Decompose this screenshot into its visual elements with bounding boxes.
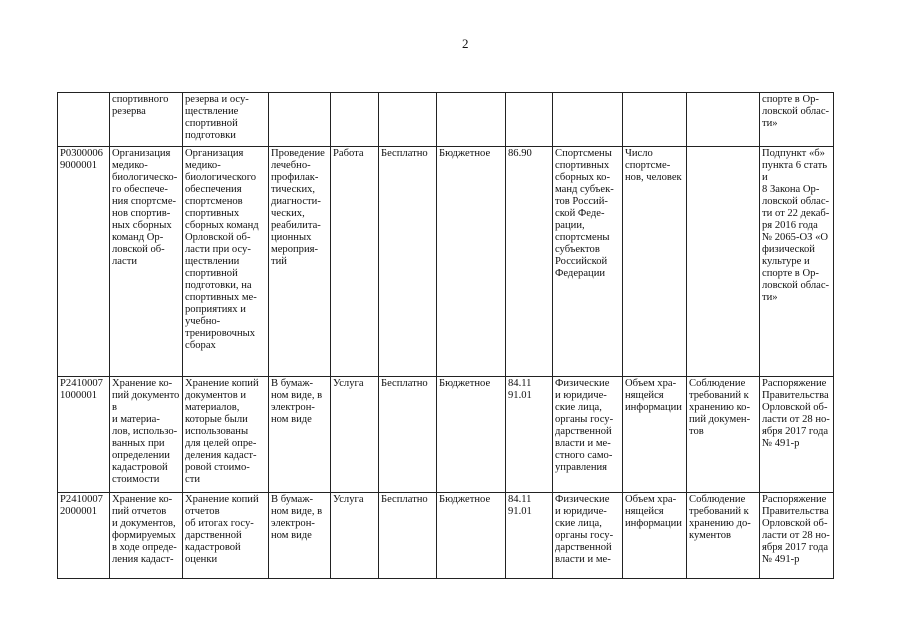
legal-basis-cell (760, 147, 834, 377)
form-cell (269, 93, 331, 147)
quality-indicator-cell (687, 93, 760, 147)
cell-text: Объем хра- нящейся информации (625, 494, 682, 529)
quality-indicator-cell (687, 377, 760, 493)
cell-text: Услуга (333, 378, 364, 389)
consumers-cell (553, 377, 623, 493)
cell-text: Услуга (333, 494, 364, 505)
cell-text: Работа (333, 148, 364, 159)
service-name-cell (110, 493, 183, 579)
legal-basis-cell (760, 93, 834, 147)
quality-indicator-cell (687, 493, 760, 579)
consumers-cell (553, 93, 623, 147)
code-cell (58, 493, 110, 579)
volume-indicator-cell (623, 377, 687, 493)
content-cell (183, 93, 269, 147)
okved-cell (506, 147, 553, 377)
cell-text: Бесплатно (381, 494, 428, 505)
budget-cell (437, 147, 506, 377)
cell-text: В бумаж- ном виде, в электрон- ном виде (271, 494, 323, 541)
service-name-cell (110, 377, 183, 493)
cell-text: Бюджетное (439, 148, 491, 159)
payment-cell (379, 377, 437, 493)
cell-text: 86.90 (508, 148, 532, 159)
cell-text: Бесплатно (381, 378, 428, 389)
cell-text: Распоряжение Правительства Орловской об- ласти от 28 но- ября 2017 года № 491-р (762, 378, 830, 449)
payment-cell (379, 493, 437, 579)
cell-text: Распоряжение Правительства Орловской об- ласти от 28 но- ября 2017 года № 491-р (762, 494, 830, 565)
cell-text: Бюджетное (439, 378, 491, 389)
budget-cell (437, 377, 506, 493)
cell-text: Хранение ко- пий документов и материа- лов, использо- ванных при определении кадастровой стоимости (112, 378, 180, 485)
code-cell (58, 147, 110, 377)
code-cell (58, 93, 110, 147)
cell-text: Организация медико- биологического обеспечения спортсменов спортивных сборных команд Орловской об- ласти при осу- ществлении спортивной подготовки, на спортивных ме- роприятиях и учебно- тренировочных сборах (185, 148, 259, 351)
cell-text: Р2410007 1000001 (60, 378, 103, 401)
form-cell (269, 493, 331, 579)
form-cell (269, 147, 331, 377)
table-row (58, 493, 834, 579)
consumers-cell (553, 493, 623, 579)
table-row (58, 93, 834, 147)
content-cell (183, 493, 269, 579)
payment-cell (379, 147, 437, 377)
cell-text: Соблюдение требований к хранению до- кументов (689, 494, 751, 541)
registry-table (57, 92, 834, 579)
content-cell (183, 377, 269, 493)
cell-text: Организация медико- биологическо- го обеспече- ния спортсме- нов спортив- ных сборных команд Ор- ловской об- ласти (112, 148, 178, 267)
service-name-cell (110, 147, 183, 377)
quality-indicator-cell (687, 147, 760, 377)
okved-cell (506, 493, 553, 579)
code-cell (58, 377, 110, 493)
cell-text: спорте в Ор- ловской облас- ти» (762, 94, 830, 129)
type-cell (331, 493, 379, 579)
form-cell (269, 377, 331, 493)
cell-text: Физические и юридиче- ские лица, органы госу- дарственной власти и ме- стного само- управления (555, 378, 614, 473)
volume-indicator-cell (623, 93, 687, 147)
cell-text: Объем хра- нящейся информации (625, 378, 682, 413)
cell-text: 84.11 91.01 (508, 378, 532, 401)
cell-text: Хранение ко- пий отчетов и документов, формируемых в ходе опреде- ления кадаст- (112, 494, 177, 565)
cell-text: Физические и юридиче- ские лица, органы госу- дарственной власти и ме- (555, 494, 614, 565)
cell-text: Бюджетное (439, 494, 491, 505)
budget-cell (437, 93, 506, 147)
cell-text: Бесплатно (381, 148, 428, 159)
content-cell (183, 147, 269, 377)
volume-indicator-cell (623, 493, 687, 579)
okved-cell (506, 93, 553, 147)
cell-text: Спортсмены спортивных сборных ко- манд субъек- тов Россий- ской Феде- рации, спортсмены субъектов Российской Федерации (555, 148, 614, 279)
budget-cell (437, 493, 506, 579)
cell-text: Хранение копий отчетов об итогах госу- дарственной кадастровой оценки (185, 494, 259, 565)
cell-text: резерва и осу- ществление спортивной подготовки (185, 94, 249, 141)
legal-basis-cell (760, 377, 834, 493)
legal-basis-cell (760, 493, 834, 579)
cell-text: Подпункт «б» пункта 6 статьи 8 Закона Ор- ловской облас- ти от 22 декаб- ря 2016 года № 2065-ОЗ «О физической культуре и спорте в Ор- ловской облас- ти» (762, 148, 830, 303)
cell-text: Соблюдение требований к хранению ко- пий докумен- тов (689, 378, 751, 437)
cell-text: спортивного резерва (112, 94, 169, 117)
volume-indicator-cell (623, 147, 687, 377)
okved-cell (506, 377, 553, 493)
payment-cell (379, 93, 437, 147)
cell-text: Число спортсме- нов, человек (625, 148, 682, 183)
cell-text: 84.11 91.01 (508, 494, 532, 517)
type-cell (331, 147, 379, 377)
table-row (58, 147, 834, 377)
cell-text: Р0300006 9000001 (60, 148, 103, 171)
consumers-cell (553, 147, 623, 377)
service-name-cell (110, 93, 183, 147)
table-row (58, 377, 834, 493)
type-cell (331, 93, 379, 147)
type-cell (331, 377, 379, 493)
page-number: 2 (462, 36, 469, 51)
cell-text: Р2410007 2000001 (60, 494, 103, 517)
cell-text: Хранение копий документов и материалов, которые были использованы для целей опре- деления кадаст- ровой стоимо- сти (185, 378, 259, 485)
cell-text: В бумаж- ном виде, в электрон- ном виде (271, 378, 323, 425)
cell-text: Проведение лечебно- профилак- тических, диагности- ческих, реабилита- ционных мероприя- тий (271, 148, 325, 267)
